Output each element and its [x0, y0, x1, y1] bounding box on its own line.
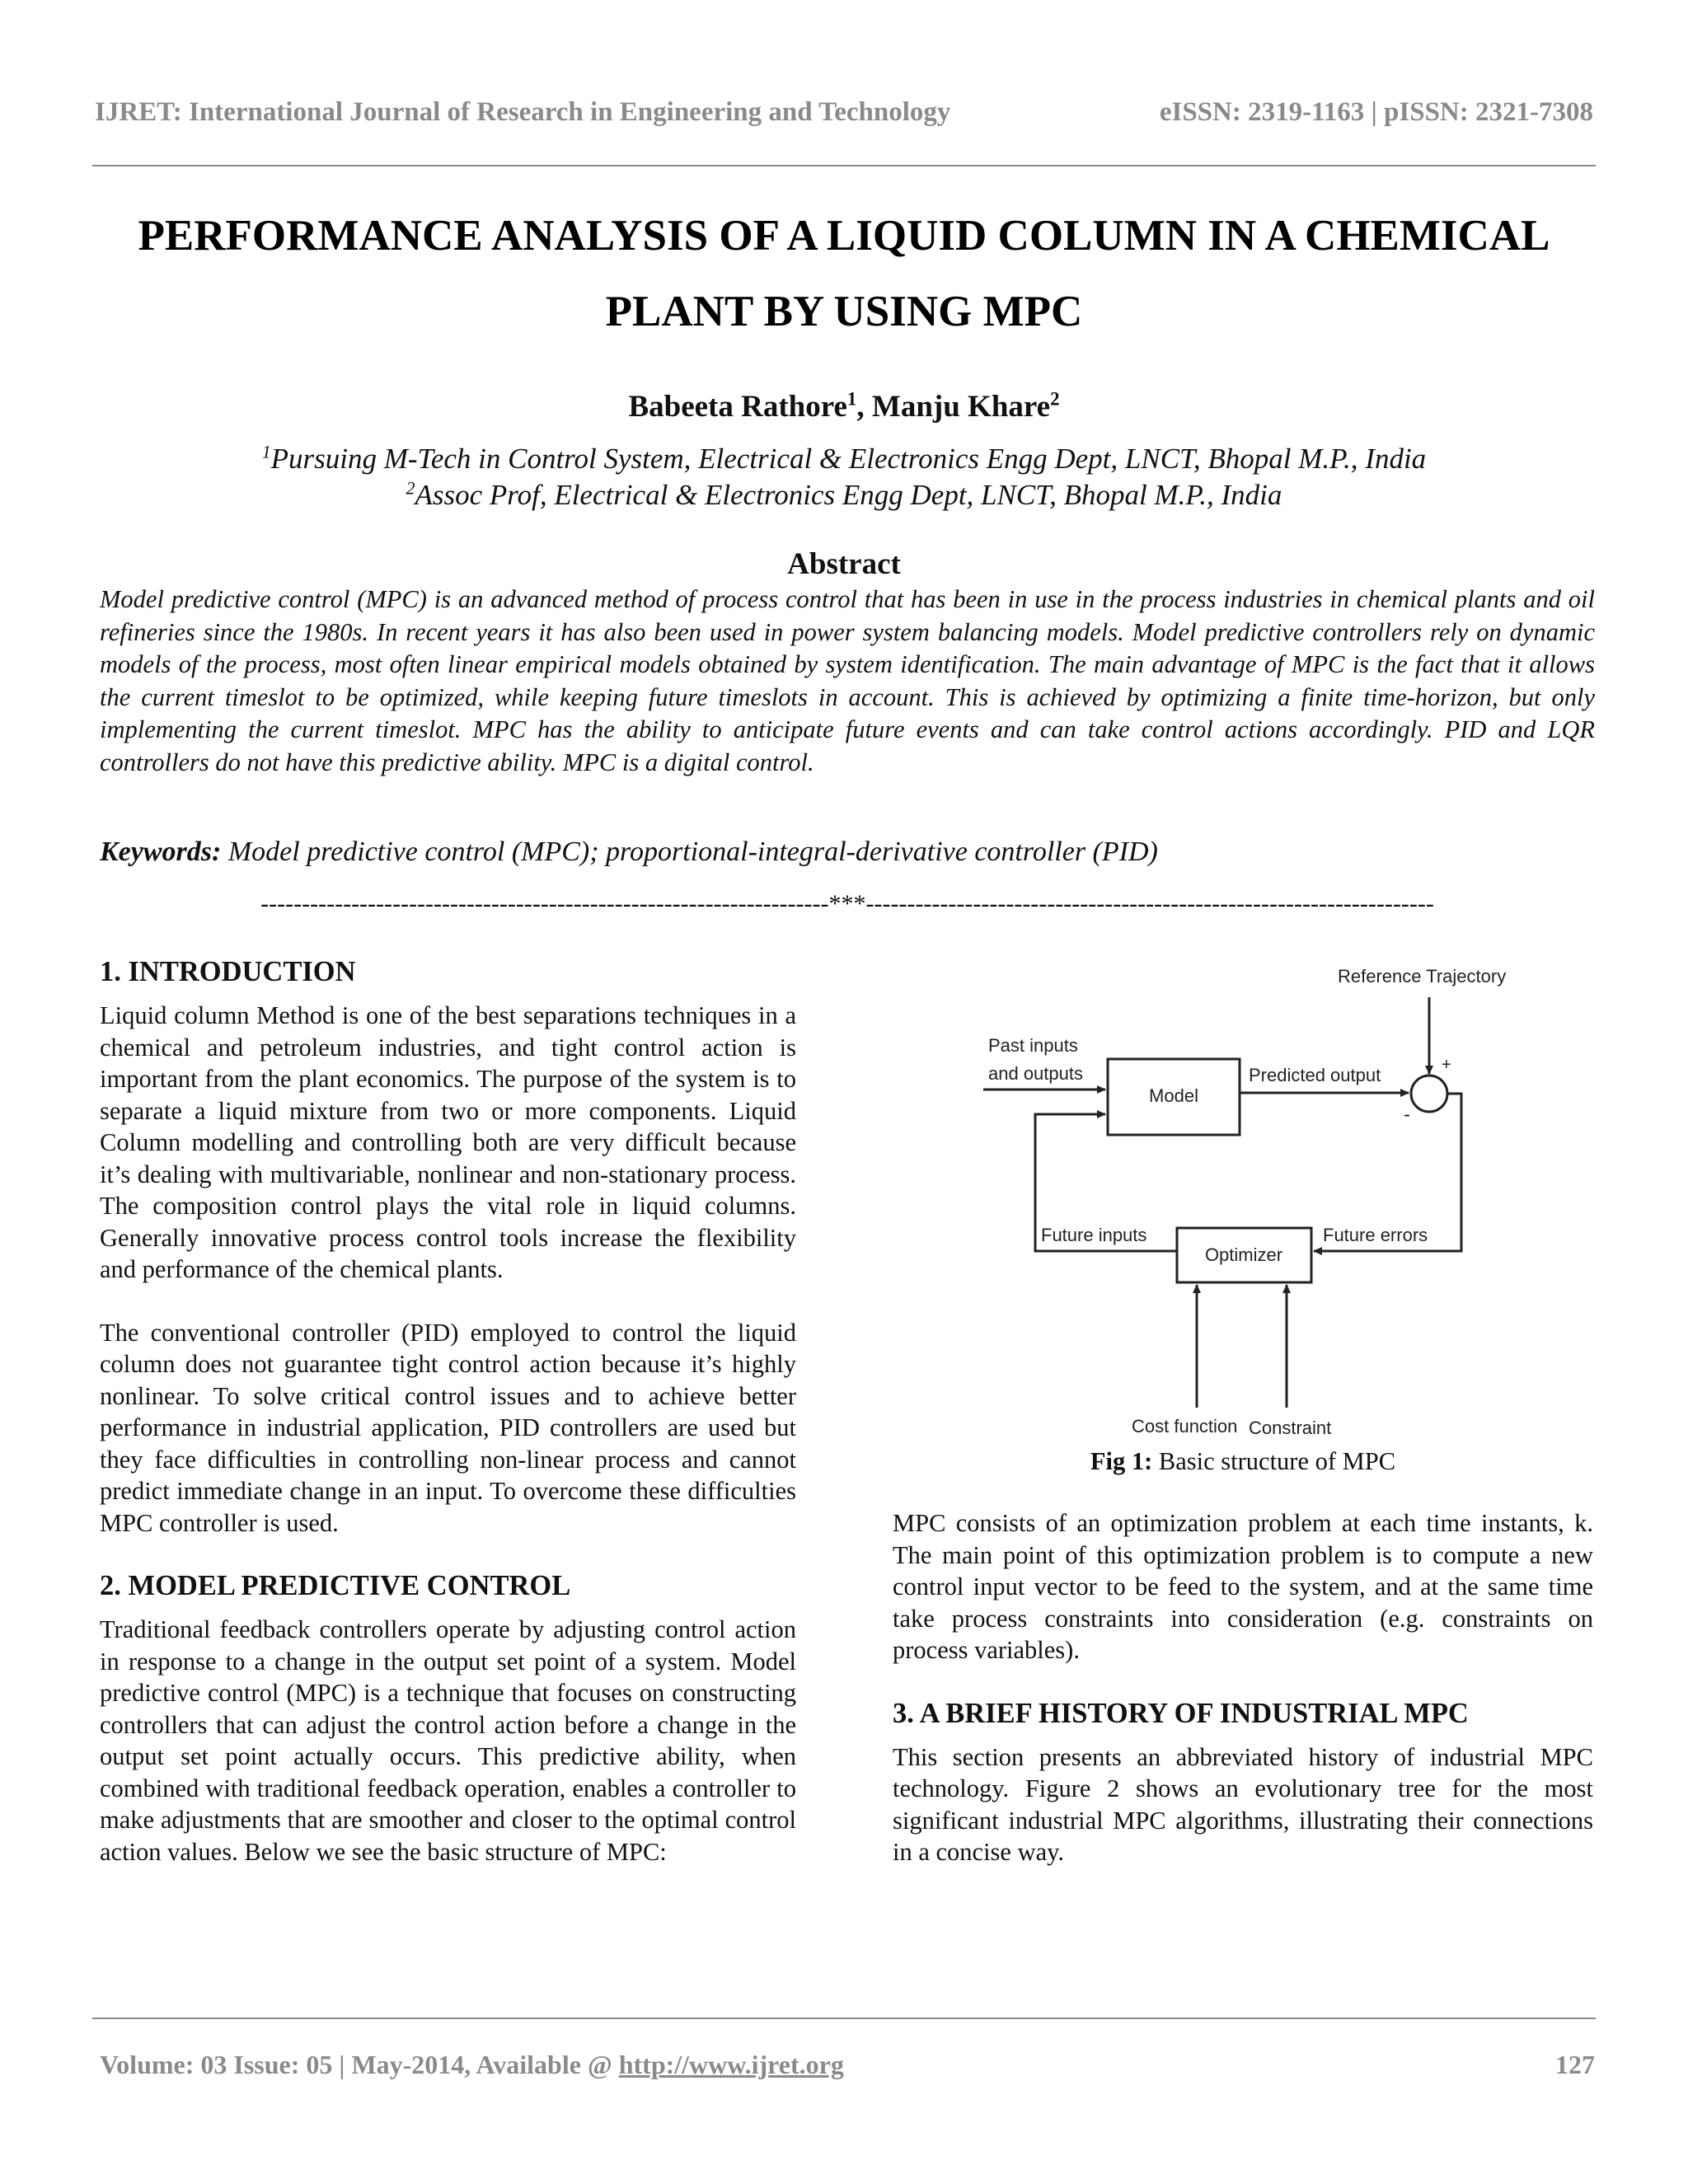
author-1-sup: 1 — [846, 388, 857, 410]
affiliations — [0, 441, 1688, 513]
intro-heading: 1. INTRODUCTION — [100, 956, 356, 987]
paper-title — [82, 198, 1606, 349]
mpc-paragraph-1: Traditional feedback controllers operate by adjusting control action in response to a change in the output set point of a system. Model predictive control (MPC) is a technique that focuses on constructing controllers that can adjust the control action before a change in the output set point actually occurs. This predictive ability, when combined with traditional feedback operation, enables a controller to make adjustments that are smoother and closer to the optimal control action values. Below we see the basic structure of MPC: — [100, 1615, 796, 1866]
history-heading: 3. A BRIEF HISTORY OF INDUSTRIAL MPC — [893, 1697, 1469, 1729]
keywords-label: Keywords: — [100, 837, 222, 867]
abstract-heading: Abstract — [787, 547, 901, 581]
title-line-2: PLANT BY USING MPC — [605, 288, 1083, 335]
cost-function-label: Cost function — [1132, 1416, 1238, 1436]
footer-left — [100, 2050, 844, 2080]
issn: eISSN: 2319-1163 | pISSN: 2321-7308 — [1159, 97, 1593, 127]
keywords — [100, 837, 1595, 868]
affiliation-1-sup: 1 — [261, 442, 271, 462]
future-errors-label: Future errors — [1323, 1225, 1428, 1245]
history-paragraph-1: This section presents an abbreviated history of industrial MPC technology. Figure 2 shows an evolutionary tree for the most significant industrial MPC algorithms, illustrating their connections in a concise way. — [893, 1742, 1593, 1866]
model-label: Model — [1149, 1085, 1198, 1106]
affiliation-2-text: Assoc Prof, Electrical & Electronics Engg Dept, LNCT, Bhopal M.P., India — [415, 479, 1282, 511]
authors — [0, 389, 1688, 424]
author-separator: , — [856, 390, 872, 424]
footer — [100, 2050, 1595, 2080]
right-column — [893, 956, 1593, 1868]
figure-caption-text: Basic structure of MPC — [1152, 1447, 1396, 1475]
author-1: Babeeta Rathore — [628, 390, 847, 424]
header-rule — [92, 165, 1596, 166]
journal-link[interactable]: http://www.ijret.org — [618, 2050, 844, 2079]
caption-gap — [893, 1476, 1593, 1507]
future-inputs-label: Future inputs — [1041, 1225, 1147, 1245]
affiliation-1 — [0, 441, 1688, 477]
minus-sign: - — [1404, 1104, 1410, 1126]
footer-rule — [92, 2018, 1596, 2019]
reference-trajectory-label: Reference Trajectory — [1338, 966, 1507, 987]
section-gap — [100, 1539, 796, 1570]
author-2-sup: 2 — [1050, 388, 1060, 410]
author-2: Manju Khare — [871, 390, 1051, 424]
running-header — [95, 97, 1593, 128]
mpc-paragraph-2: MPC consists of an optimization problem at each time instants, k. The main point of this optimization problem is to compute a new control input vector to be feed to the system, and at the same time take process constraints into consideration (e.g. constraints on process variables). — [893, 1509, 1593, 1664]
summing-junction — [1411, 1076, 1447, 1112]
past-inputs-label-1: Past inputs — [988, 1035, 1078, 1056]
affiliation-2 — [0, 477, 1688, 513]
left-column — [100, 956, 796, 1868]
section-separator: ---------------------------------------------------------------------***--------------------------------------------------------------------- — [260, 890, 1434, 917]
predicted-output-label: Predicted output — [1249, 1065, 1381, 1085]
constraint-label: Constraint — [1249, 1418, 1332, 1438]
mpc-heading: 2. MODEL PREDICTIVE CONTROL — [100, 1570, 571, 1601]
intro-paragraph-1: Liquid column Method is one of the best separations techniques in a chemical and petroleum industries, and tight control action is important from the plant economics. The purpose of the system is to separate a liquid mixture from two or more components. Liquid Column modelling and controlling both are very difficult because it’s dealing with multivariable, nonlinear and non-stationary process. The composition control plays the vital role in liquid columns. Generally innovative process control tools increase the flexibility and performance of the chemical plants. — [100, 1001, 796, 1283]
page-number: 127 — [1555, 2050, 1595, 2079]
title-line-1: PERFORMANCE ANALYSIS OF A LIQUID COLUMN IN A CHEMICAL — [138, 212, 1550, 260]
mpc-structure-figure — [893, 956, 1593, 1441]
figure-caption-label: Fig 1: — [1090, 1447, 1153, 1475]
affiliation-1-text: Pursuing M-Tech in Control System, Electrical & Electronics Engg Dept, LNCT, Bhopal M.P., India — [270, 443, 1427, 475]
mpc-block-diagram — [893, 956, 1593, 1441]
plus-sign: + — [1442, 1056, 1451, 1074]
footer-volume: Volume: 03 Issue: 05 | May-2014, Available @ — [100, 2050, 619, 2079]
abstract-body: Model predictive control (MPC) is an advanced method of process control that has been in use in the process industries in chemical plants and oil refineries since the 1980s. In recent years it has also been used in power system balancing models. Model predictive controllers rely on dynamic models of the process, most often linear empirical models obtained by system identification. The main advantage of MPC is the fact that it allows the current timeslot to be optimized, while keeping future timeslots in account. This is achieved by optimizing a finite time-horizon, but only implementing the current timeslot. MPC has the ability to anticipate future events and can take control actions accordingly. PID and LQR controllers do not have this predictive ability. MPC is a digital control. — [100, 585, 1595, 776]
journal-name: IJRET: International Journal of Research in Engineering and Technology — [95, 97, 951, 127]
past-inputs-label-2: and outputs — [988, 1063, 1083, 1084]
optimizer-label: Optimizer — [1204, 1244, 1283, 1265]
keywords-text: Model predictive control (MPC); proportional-integral-derivative controller (PID) — [221, 837, 1158, 867]
intro-paragraph-2: The conventional controller (PID) employed to control the liquid column does not guarantee tight control action because it’s highly nonlinear. To solve critical control issues and to achieve better performance in industrial application, PID controllers are used but they face difficulties in controlling non-linear process and cannot predict immediate change in an input. To overcome these difficulties MPC controller is used. — [100, 1318, 796, 1537]
section-gap-2 — [893, 1666, 1593, 1698]
figure-caption — [893, 1447, 1593, 1476]
affiliation-2-sup: 2 — [406, 478, 415, 499]
